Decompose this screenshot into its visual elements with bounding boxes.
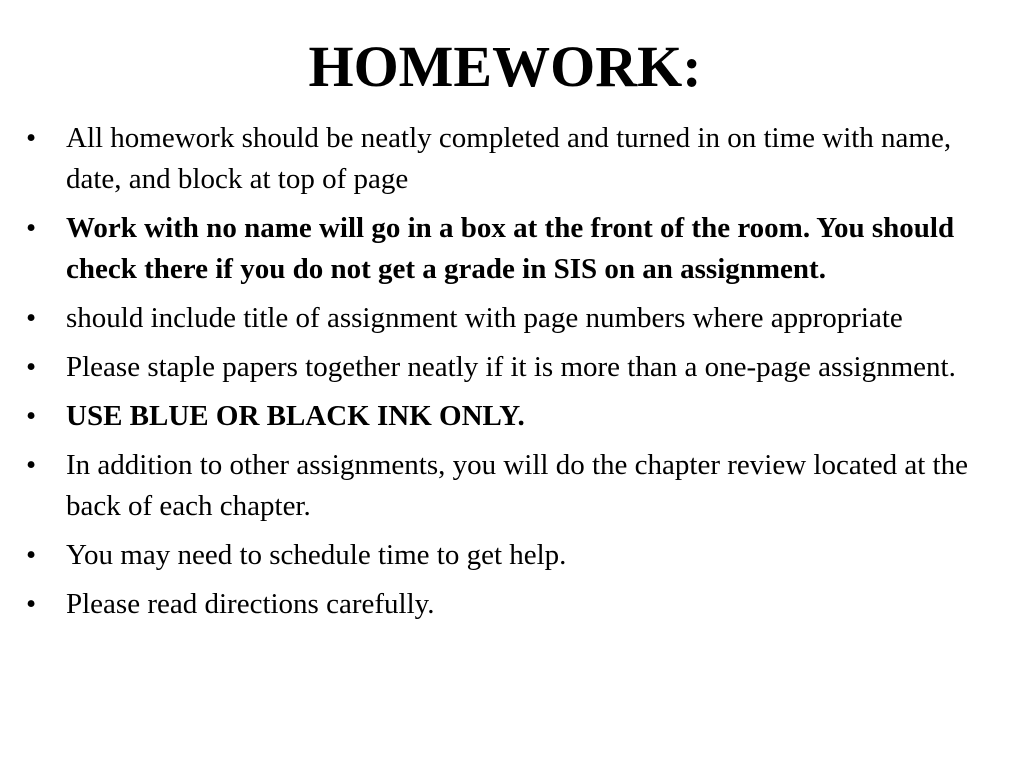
bullet-text: All homework should be neatly completed and turned in on time with name, date, and block at top of page [66,122,952,195]
bullet-item-schedule-help [0,535,1000,576]
bullet-item-directions [0,584,1000,625]
bullet-icon: • [26,351,37,383]
bullet-item-title-page-numbers [0,298,1000,339]
bullet-text: Please read directions carefully. [66,588,435,620]
bullet-text: Please staple papers together neatly if it is more than a one-page assignment. [66,351,956,383]
bullet-item-ink [0,396,1000,437]
bullet-text: Work with no name will go in a box at the front of the room. You should check there if you do not get a grade in SIS on an assignment. [66,212,955,285]
bullet-icon: • [26,400,37,432]
bullet-text: USE BLUE OR BLACK INK ONLY. [66,400,525,432]
bullet-icon: • [26,302,37,334]
bullet-text: You may need to schedule time to get help. [66,539,567,571]
bullet-text: In addition to other assignments, you will do the chapter review located at the back of each chapter. [66,449,968,522]
bullet-item-no-name-box [0,208,1000,290]
bullet-text: should include title of assignment with page numbers where appropriate [66,302,903,334]
bullet-icon: • [26,588,37,620]
bullet-icon: • [26,122,37,154]
bullet-icon: • [26,449,37,481]
bullet-item-name-date [0,118,1000,200]
bullet-icon: • [26,539,37,571]
slide-title: HOMEWORK: [308,34,702,99]
bullet-item-chapter-review [0,445,1000,527]
bullet-list [0,118,1000,633]
bullet-item-staple [0,347,1000,388]
bullet-icon: • [26,212,37,244]
